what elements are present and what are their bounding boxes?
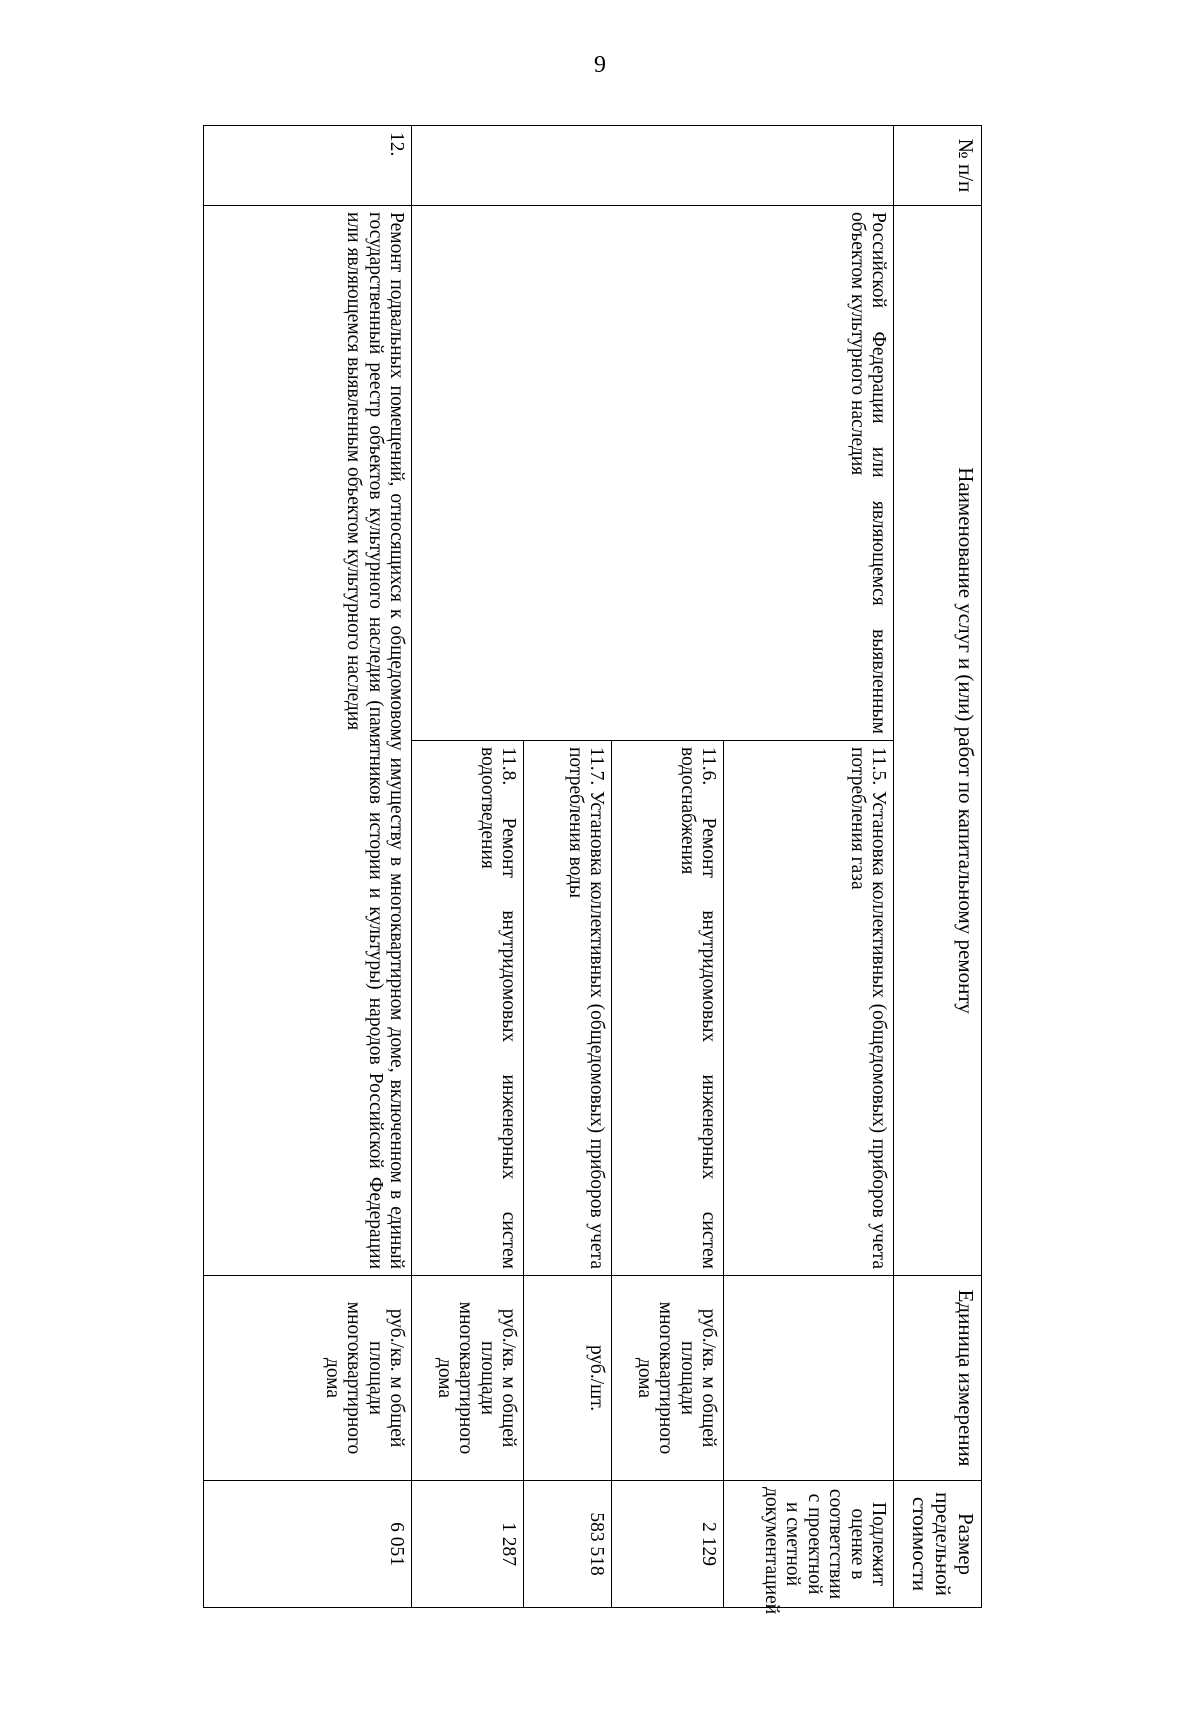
item-11-8-name: 11.8. Ремонт внутридомовых инженерных систем водоотведения — [412, 741, 524, 1276]
item-11-7-name: 11.7. Установка коллективных (общедомовых) приборов учета потребления воды — [524, 741, 612, 1276]
item-11-8-unit: руб./кв. м общей площади многоквартирного дома — [412, 1276, 524, 1481]
table-row — [724, 126, 894, 1608]
item-11-5-cost: Подлежит оценке в соответствии с проектной и сметной документацией — [724, 1481, 894, 1608]
row12-name: Ремонт подвальных помещений, относящихся к общедомовому имуществу в многоквартирном доме, включенном в единый государственный реестр объектов культурного наследия (памятников истории и культуры) народов Российской Федерации или являющемся выявленным объектом культурного наследия — [204, 206, 412, 1276]
page-number: 9 — [594, 52, 606, 78]
cost-table — [203, 125, 982, 1615]
header-num: № п/п — [894, 126, 982, 206]
row12-num: 12. — [204, 126, 412, 206]
item-11-7-cost: 583 518 — [524, 1481, 612, 1608]
item-11-6-cost: 2 129 — [612, 1481, 724, 1608]
table-row — [204, 126, 412, 1608]
header-unit: Единица измерения — [894, 1276, 982, 1481]
item-11-6-name: 11.6. Ремонт внутридомовых инженерных систем водоснабжения — [612, 741, 724, 1276]
item-11-5-unit — [724, 1276, 894, 1481]
rotated-table-container — [204, 125, 982, 1615]
header-row — [894, 126, 982, 1608]
row11-num-cell — [412, 126, 894, 206]
row12-unit: руб./кв. м общей площади многоквартирного дома — [204, 1276, 412, 1481]
header-name: Наименование услуг и (или) работ по капитальному ремонту — [894, 206, 982, 1276]
item-11-6-unit: руб./кв. м общей площади многоквартирного дома — [612, 1276, 724, 1481]
item-11-8-cost: 1 287 — [412, 1481, 524, 1608]
row11-left-text: Российской Федерации или являющемся выявленным объектом культурного наследия — [412, 206, 894, 741]
header-cost: Размер предельной стоимости — [894, 1481, 982, 1608]
item-11-5-name: 11.5. Установка коллективных (общедомовых) приборов учета потребления газа — [724, 741, 894, 1276]
item-11-7-unit: руб./шт. — [524, 1276, 612, 1481]
row12-cost: 6 051 — [204, 1481, 412, 1608]
